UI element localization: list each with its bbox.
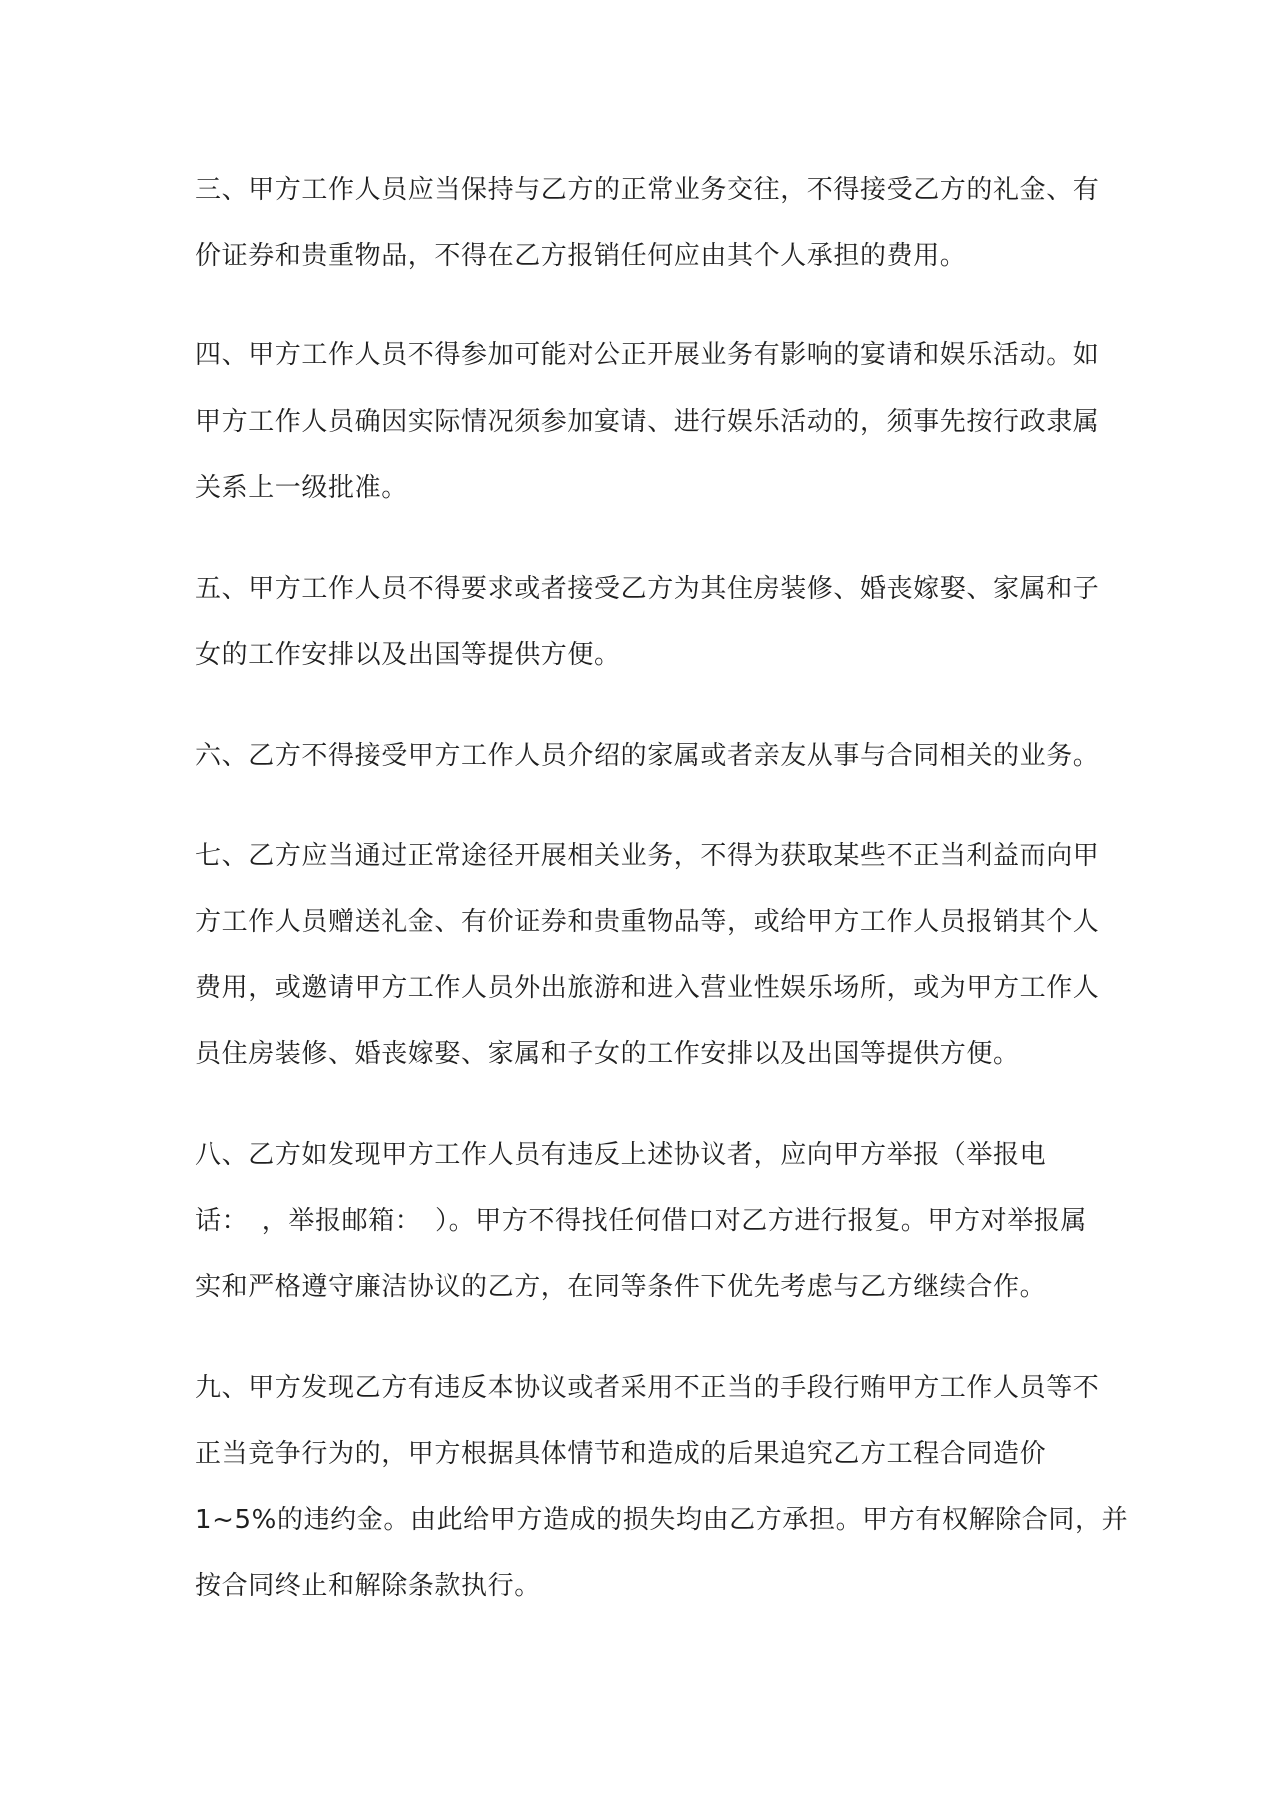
- clause-six-line-1: 六、乙方不得接受甲方工作人员介绍的家属或者亲友从事与合同相关的业务。: [195, 741, 1100, 771]
- clause-four-line-3: 关系上一级批准。: [195, 473, 408, 503]
- clause-eight-line-2: 话： ，举报邮箱： ）。甲方不得找任何借口对乙方进行报复。甲方对举报属: [195, 1206, 1088, 1236]
- clause-five-line-1: 五、甲方工作人员不得要求或者接受乙方为其住房装修、婚丧嫁娶、家属和子: [195, 574, 1100, 604]
- clause-seven-line-4: 员住房装修、婚丧嫁娶、家属和子女的工作安排以及出国等提供方便。: [195, 1039, 1020, 1069]
- clause-eight-line-1: 八、乙方如发现甲方工作人员有违反上述协议者，应向甲方举报（举报电: [195, 1140, 1047, 1170]
- clause-three-line-2: 价证券和贵重物品，不得在乙方报销任何应由其个人承担的费用。: [195, 241, 967, 271]
- clause-three-line-1: 三、甲方工作人员应当保持与乙方的正常业务交往，不得接受乙方的礼金、有: [195, 175, 1100, 205]
- clause-nine-line-4: 按合同终止和解除条款执行。: [195, 1571, 541, 1601]
- clause-seven-line-3: 费用，或邀请甲方工作人员外出旅游和进入营业性娱乐场所，或为甲方工作人: [195, 973, 1100, 1003]
- clause-five-line-2: 女的工作安排以及出国等提供方便。: [195, 640, 621, 670]
- clause-nine-line-1: 九、甲方发现乙方有违反本协议或者采用不正当的手段行贿甲方工作人员等不: [195, 1373, 1100, 1403]
- clause-seven-line-2: 方工作人员赠送礼金、有价证券和贵重物品等，或给甲方工作人员报销其个人: [195, 907, 1100, 937]
- clause-seven-line-1: 七、乙方应当通过正常途径开展相关业务，不得为获取某些不正当利益而向甲: [195, 841, 1100, 871]
- clause-nine-line-3: 1~5%的违约金。由此给甲方造成的损失均由乙方承担。甲方有权解除合同，并: [195, 1505, 1129, 1535]
- clause-nine-line-2: 正当竞争行为的，甲方根据具体情节和造成的后果追究乙方工程合同造价: [195, 1439, 1047, 1469]
- clause-four-line-2: 甲方工作人员确因实际情况须参加宴请、进行娱乐活动的，须事先按行政隶属: [195, 407, 1100, 437]
- clause-eight-line-3: 实和严格遵守廉洁协议的乙方，在同等条件下优先考虑与乙方继续合作。: [195, 1272, 1047, 1302]
- clause-four-line-1: 四、甲方工作人员不得参加可能对公正开展业务有影响的宴请和娱乐活动。如: [195, 340, 1100, 370]
